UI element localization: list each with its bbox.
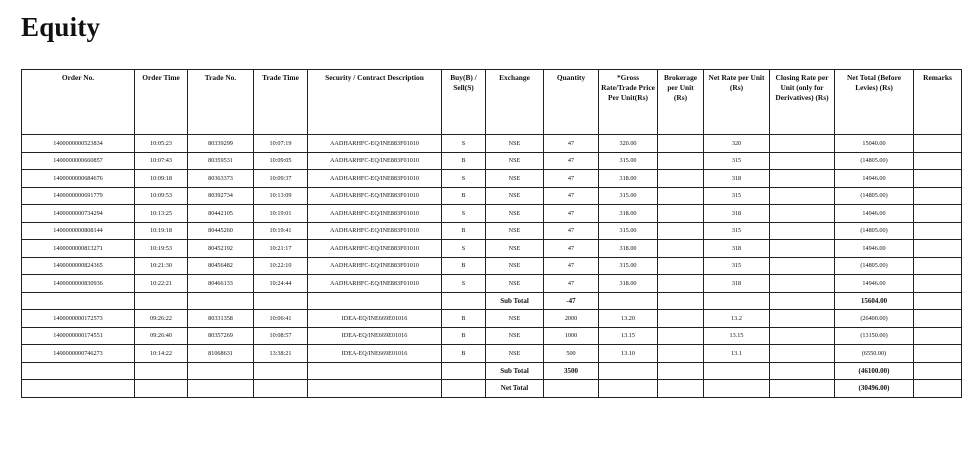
table-cell [914, 380, 962, 398]
table-cell [188, 292, 254, 310]
table-cell: Net Total [486, 380, 544, 398]
table-cell: 09:26:40 [135, 327, 188, 345]
table-cell [914, 135, 962, 153]
column-header: Brokerage per Unit (Rs) [658, 70, 704, 135]
table-cell [914, 170, 962, 188]
table-cell: 80456482 [188, 257, 254, 275]
table-cell [254, 380, 308, 398]
table-cell: NSE [486, 222, 544, 240]
table-cell: B [442, 345, 486, 363]
table-cell [658, 257, 704, 275]
table-cell [914, 205, 962, 223]
table-cell: IDEA-EQ/INE669E01016 [308, 345, 442, 363]
table-row [22, 135, 962, 153]
table-cell: 47 [544, 205, 599, 223]
table-cell [770, 222, 835, 240]
table-cell: 1400000000824365 [22, 257, 135, 275]
table-cell: B [442, 327, 486, 345]
table-cell: NSE [486, 170, 544, 188]
table-cell: 1400000000691779 [22, 187, 135, 205]
table-cell: 10:09:53 [135, 187, 188, 205]
table-cell [914, 362, 962, 380]
table-cell [770, 170, 835, 188]
table-cell: Sub Total [486, 292, 544, 310]
table-cell [188, 380, 254, 398]
table-cell: 47 [544, 222, 599, 240]
table-cell [658, 222, 704, 240]
table-body [22, 135, 962, 398]
column-header: *Gross Rate/Trade Price Per Unit(Rs) [599, 70, 658, 135]
table-cell: 80392734 [188, 187, 254, 205]
table-cell: 10:13:25 [135, 205, 188, 223]
table-cell: 315 [704, 222, 770, 240]
table-cell: 10:09:05 [254, 152, 308, 170]
table-cell: (14805.00) [835, 222, 914, 240]
column-header: Remarks [914, 70, 962, 135]
table-cell: 10:09:18 [135, 170, 188, 188]
table-cell [135, 362, 188, 380]
table-cell: IDEA-EQ/INE669E01016 [308, 327, 442, 345]
column-header: Exchange [486, 70, 544, 135]
table-cell [658, 345, 704, 363]
table-cell: 10:14:22 [135, 345, 188, 363]
table-cell [770, 345, 835, 363]
equity-table [21, 69, 962, 398]
table-cell: 14946.00 [835, 170, 914, 188]
table-cell: AADHARHFC-EQ/INE883F01010 [308, 257, 442, 275]
table-cell [658, 240, 704, 258]
table-cell: 10:13:09 [254, 187, 308, 205]
table-cell: 13.15 [704, 327, 770, 345]
table-cell: Sub Total [486, 362, 544, 380]
table-cell: 500 [544, 345, 599, 363]
table-cell: 318 [704, 240, 770, 258]
column-header: Closing Rate per Unit (only for Derivatives) (Rs) [770, 70, 835, 135]
table-cell: (14805.00) [835, 257, 914, 275]
table-cell [658, 205, 704, 223]
table-cell: 318.00 [599, 275, 658, 293]
table-cell: NSE [486, 345, 544, 363]
table-cell [914, 345, 962, 363]
table-cell [914, 222, 962, 240]
table-cell [770, 257, 835, 275]
table-cell [599, 362, 658, 380]
table-cell [22, 292, 135, 310]
summary-row [22, 380, 962, 398]
table-cell [658, 362, 704, 380]
table-cell: AADHARHFC-EQ/INE883F01010 [308, 152, 442, 170]
table-row [22, 345, 962, 363]
table-cell: 10:19:18 [135, 222, 188, 240]
table-cell: 315.00 [599, 222, 658, 240]
table-cell: AADHARHFC-EQ/INE883F01010 [308, 187, 442, 205]
table-cell: 80331358 [188, 310, 254, 328]
summary-row [22, 292, 962, 310]
table-cell [442, 380, 486, 398]
table-cell [135, 292, 188, 310]
table-cell: AADHARHFC-EQ/INE883F01010 [308, 222, 442, 240]
table-cell: 13.20 [599, 310, 658, 328]
table-cell: 315.00 [599, 152, 658, 170]
table-cell [770, 362, 835, 380]
table-cell: AADHARHFC-EQ/INE883F01010 [308, 275, 442, 293]
table-cell [254, 362, 308, 380]
table-cell: 14946.00 [835, 275, 914, 293]
table-cell: 1400000000684676 [22, 170, 135, 188]
table-cell [770, 152, 835, 170]
table-row [22, 240, 962, 258]
table-cell [442, 292, 486, 310]
table-cell: S [442, 205, 486, 223]
table-cell [704, 292, 770, 310]
table-cell [658, 135, 704, 153]
table-cell: 15604.00 [835, 292, 914, 310]
table-row [22, 205, 962, 223]
table-cell: NSE [486, 257, 544, 275]
table-cell: B [442, 152, 486, 170]
table-cell: 318.00 [599, 240, 658, 258]
table-cell: 315.00 [599, 257, 658, 275]
table-cell: B [442, 187, 486, 205]
table-cell: (26400.00) [835, 310, 914, 328]
table-cell: B [442, 310, 486, 328]
table-header-row [22, 70, 962, 135]
table-cell: B [442, 222, 486, 240]
table-cell: 15040.00 [835, 135, 914, 153]
table-cell: 3500 [544, 362, 599, 380]
table-row [22, 327, 962, 345]
table-cell [544, 380, 599, 398]
table-cell [770, 275, 835, 293]
table-cell: B [442, 257, 486, 275]
page-title: Equity [21, 12, 101, 42]
table-cell: AADHARHFC-EQ/INE883F01010 [308, 170, 442, 188]
table-cell: 10:24:44 [254, 275, 308, 293]
column-header: Net Rate per Unit (Rs) [704, 70, 770, 135]
summary-row [22, 362, 962, 380]
table-cell: NSE [486, 327, 544, 345]
table-cell [22, 362, 135, 380]
table-cell: 10:06:41 [254, 310, 308, 328]
column-header: Order Time [135, 70, 188, 135]
table-cell: 10:19:01 [254, 205, 308, 223]
table-cell [914, 187, 962, 205]
table-cell [188, 362, 254, 380]
table-cell: NSE [486, 187, 544, 205]
table-cell: 318.00 [599, 205, 658, 223]
table-cell: NSE [486, 135, 544, 153]
table-cell: 315 [704, 257, 770, 275]
table-cell [658, 380, 704, 398]
table-cell: 80466133 [188, 275, 254, 293]
table-cell [914, 152, 962, 170]
table-cell: 318 [704, 275, 770, 293]
table-cell: NSE [486, 240, 544, 258]
table-cell: 13:38:21 [254, 345, 308, 363]
table-cell [254, 292, 308, 310]
table-cell: 10:07:19 [254, 135, 308, 153]
table-cell [914, 327, 962, 345]
table-cell [308, 380, 442, 398]
table-row [22, 187, 962, 205]
table-cell: S [442, 170, 486, 188]
table-cell: 320 [704, 135, 770, 153]
table-cell [22, 380, 135, 398]
table-cell [770, 205, 835, 223]
column-header: Order No. [22, 70, 135, 135]
table-cell: NSE [486, 205, 544, 223]
table-cell: 47 [544, 135, 599, 153]
table-cell: 81068631 [188, 345, 254, 363]
table-cell: 10:08:57 [254, 327, 308, 345]
table-cell: (6550.00) [835, 345, 914, 363]
table-cell: (13150.00) [835, 327, 914, 345]
table-cell [914, 310, 962, 328]
table-cell: 1400000000660857 [22, 152, 135, 170]
table-cell [442, 362, 486, 380]
table-cell: (14805.00) [835, 152, 914, 170]
table-cell: 47 [544, 275, 599, 293]
table-cell: 1400000000830936 [22, 275, 135, 293]
table-cell [704, 380, 770, 398]
column-header: Security / Contract Description [308, 70, 442, 135]
table-cell: NSE [486, 310, 544, 328]
table-cell: 10:22:10 [254, 257, 308, 275]
table-cell [658, 292, 704, 310]
table-cell: 2000 [544, 310, 599, 328]
table-cell: 13.15 [599, 327, 658, 345]
table-cell: 10:19:41 [254, 222, 308, 240]
table-cell: 315 [704, 187, 770, 205]
table-cell: AADHARHFC-EQ/INE883F01010 [308, 240, 442, 258]
table-cell: 10:05:23 [135, 135, 188, 153]
table-cell [599, 292, 658, 310]
table-cell: 10:07:43 [135, 152, 188, 170]
table-cell: 80359531 [188, 152, 254, 170]
table-row [22, 222, 962, 240]
table-cell [770, 292, 835, 310]
table-cell: 1400000000746273 [22, 345, 135, 363]
table-cell [658, 310, 704, 328]
table-cell: 14946.00 [835, 240, 914, 258]
table-cell: 14946.00 [835, 205, 914, 223]
table-cell: 1400000000808144 [22, 222, 135, 240]
table-cell: 09:26:22 [135, 310, 188, 328]
table-cell: (46100.00) [835, 362, 914, 380]
table-cell [770, 240, 835, 258]
table-cell: 1400000000172573 [22, 310, 135, 328]
table-cell [308, 362, 442, 380]
column-header: Net Total (Before Levies) (Rs) [835, 70, 914, 135]
table-cell: 10:21:30 [135, 257, 188, 275]
table-cell: IDEA-EQ/INE669E01016 [308, 310, 442, 328]
table-cell: 80452192 [188, 240, 254, 258]
table-cell: (14805.00) [835, 187, 914, 205]
table-row [22, 170, 962, 188]
table-cell: 1000 [544, 327, 599, 345]
table-cell [770, 327, 835, 345]
table-cell: 80363373 [188, 170, 254, 188]
table-cell [914, 240, 962, 258]
table-cell [658, 152, 704, 170]
table-cell: 13.10 [599, 345, 658, 363]
table-cell: 318 [704, 170, 770, 188]
table-cell: 10:09:37 [254, 170, 308, 188]
table-cell: 1400000000734294 [22, 205, 135, 223]
table-cell: 47 [544, 187, 599, 205]
table-cell: 1400000000174551 [22, 327, 135, 345]
table-cell [135, 380, 188, 398]
table-cell [914, 275, 962, 293]
table-cell [658, 275, 704, 293]
table-row [22, 257, 962, 275]
table-cell: 80445260 [188, 222, 254, 240]
column-header: Buy(B) / Sell(S) [442, 70, 486, 135]
table-cell [914, 292, 962, 310]
table-cell: AADHARHFC-EQ/INE883F01010 [308, 135, 442, 153]
table-cell: (30496.00) [835, 380, 914, 398]
table-cell: AADHARHFC-EQ/INE883F01010 [308, 205, 442, 223]
table-cell [599, 380, 658, 398]
table-cell: NSE [486, 275, 544, 293]
table-cell: 47 [544, 240, 599, 258]
table-row [22, 310, 962, 328]
table-cell [914, 257, 962, 275]
table-cell: 10:19:53 [135, 240, 188, 258]
table-cell [704, 362, 770, 380]
table-cell: 10:21:17 [254, 240, 308, 258]
table-cell: 315 [704, 152, 770, 170]
table-cell: 47 [544, 170, 599, 188]
table-cell: S [442, 275, 486, 293]
table-cell: 47 [544, 257, 599, 275]
table-cell: 80442105 [188, 205, 254, 223]
table-cell [658, 327, 704, 345]
table-row [22, 152, 962, 170]
table-cell: S [442, 135, 486, 153]
column-header: Trade No. [188, 70, 254, 135]
table-cell [770, 380, 835, 398]
column-header: Quantity [544, 70, 599, 135]
table-cell [308, 292, 442, 310]
table-cell: 318.00 [599, 170, 658, 188]
table-cell [770, 135, 835, 153]
table-cell: 13.2 [704, 310, 770, 328]
table-cell: 10:22:21 [135, 275, 188, 293]
table-cell: 315.00 [599, 187, 658, 205]
table-cell: 80357269 [188, 327, 254, 345]
table-cell: 318 [704, 205, 770, 223]
table-cell [770, 310, 835, 328]
table-cell [770, 187, 835, 205]
table-cell [658, 187, 704, 205]
table-cell: 1400000000523834 [22, 135, 135, 153]
table-cell [658, 170, 704, 188]
table-cell: 47 [544, 152, 599, 170]
table-cell: NSE [486, 152, 544, 170]
table-cell: 13.1 [704, 345, 770, 363]
column-header: Trade Time [254, 70, 308, 135]
table-cell: -47 [544, 292, 599, 310]
table-row [22, 275, 962, 293]
table-cell: 80339299 [188, 135, 254, 153]
table-cell: 1400000000813271 [22, 240, 135, 258]
table-cell: 320.00 [599, 135, 658, 153]
table-cell: S [442, 240, 486, 258]
